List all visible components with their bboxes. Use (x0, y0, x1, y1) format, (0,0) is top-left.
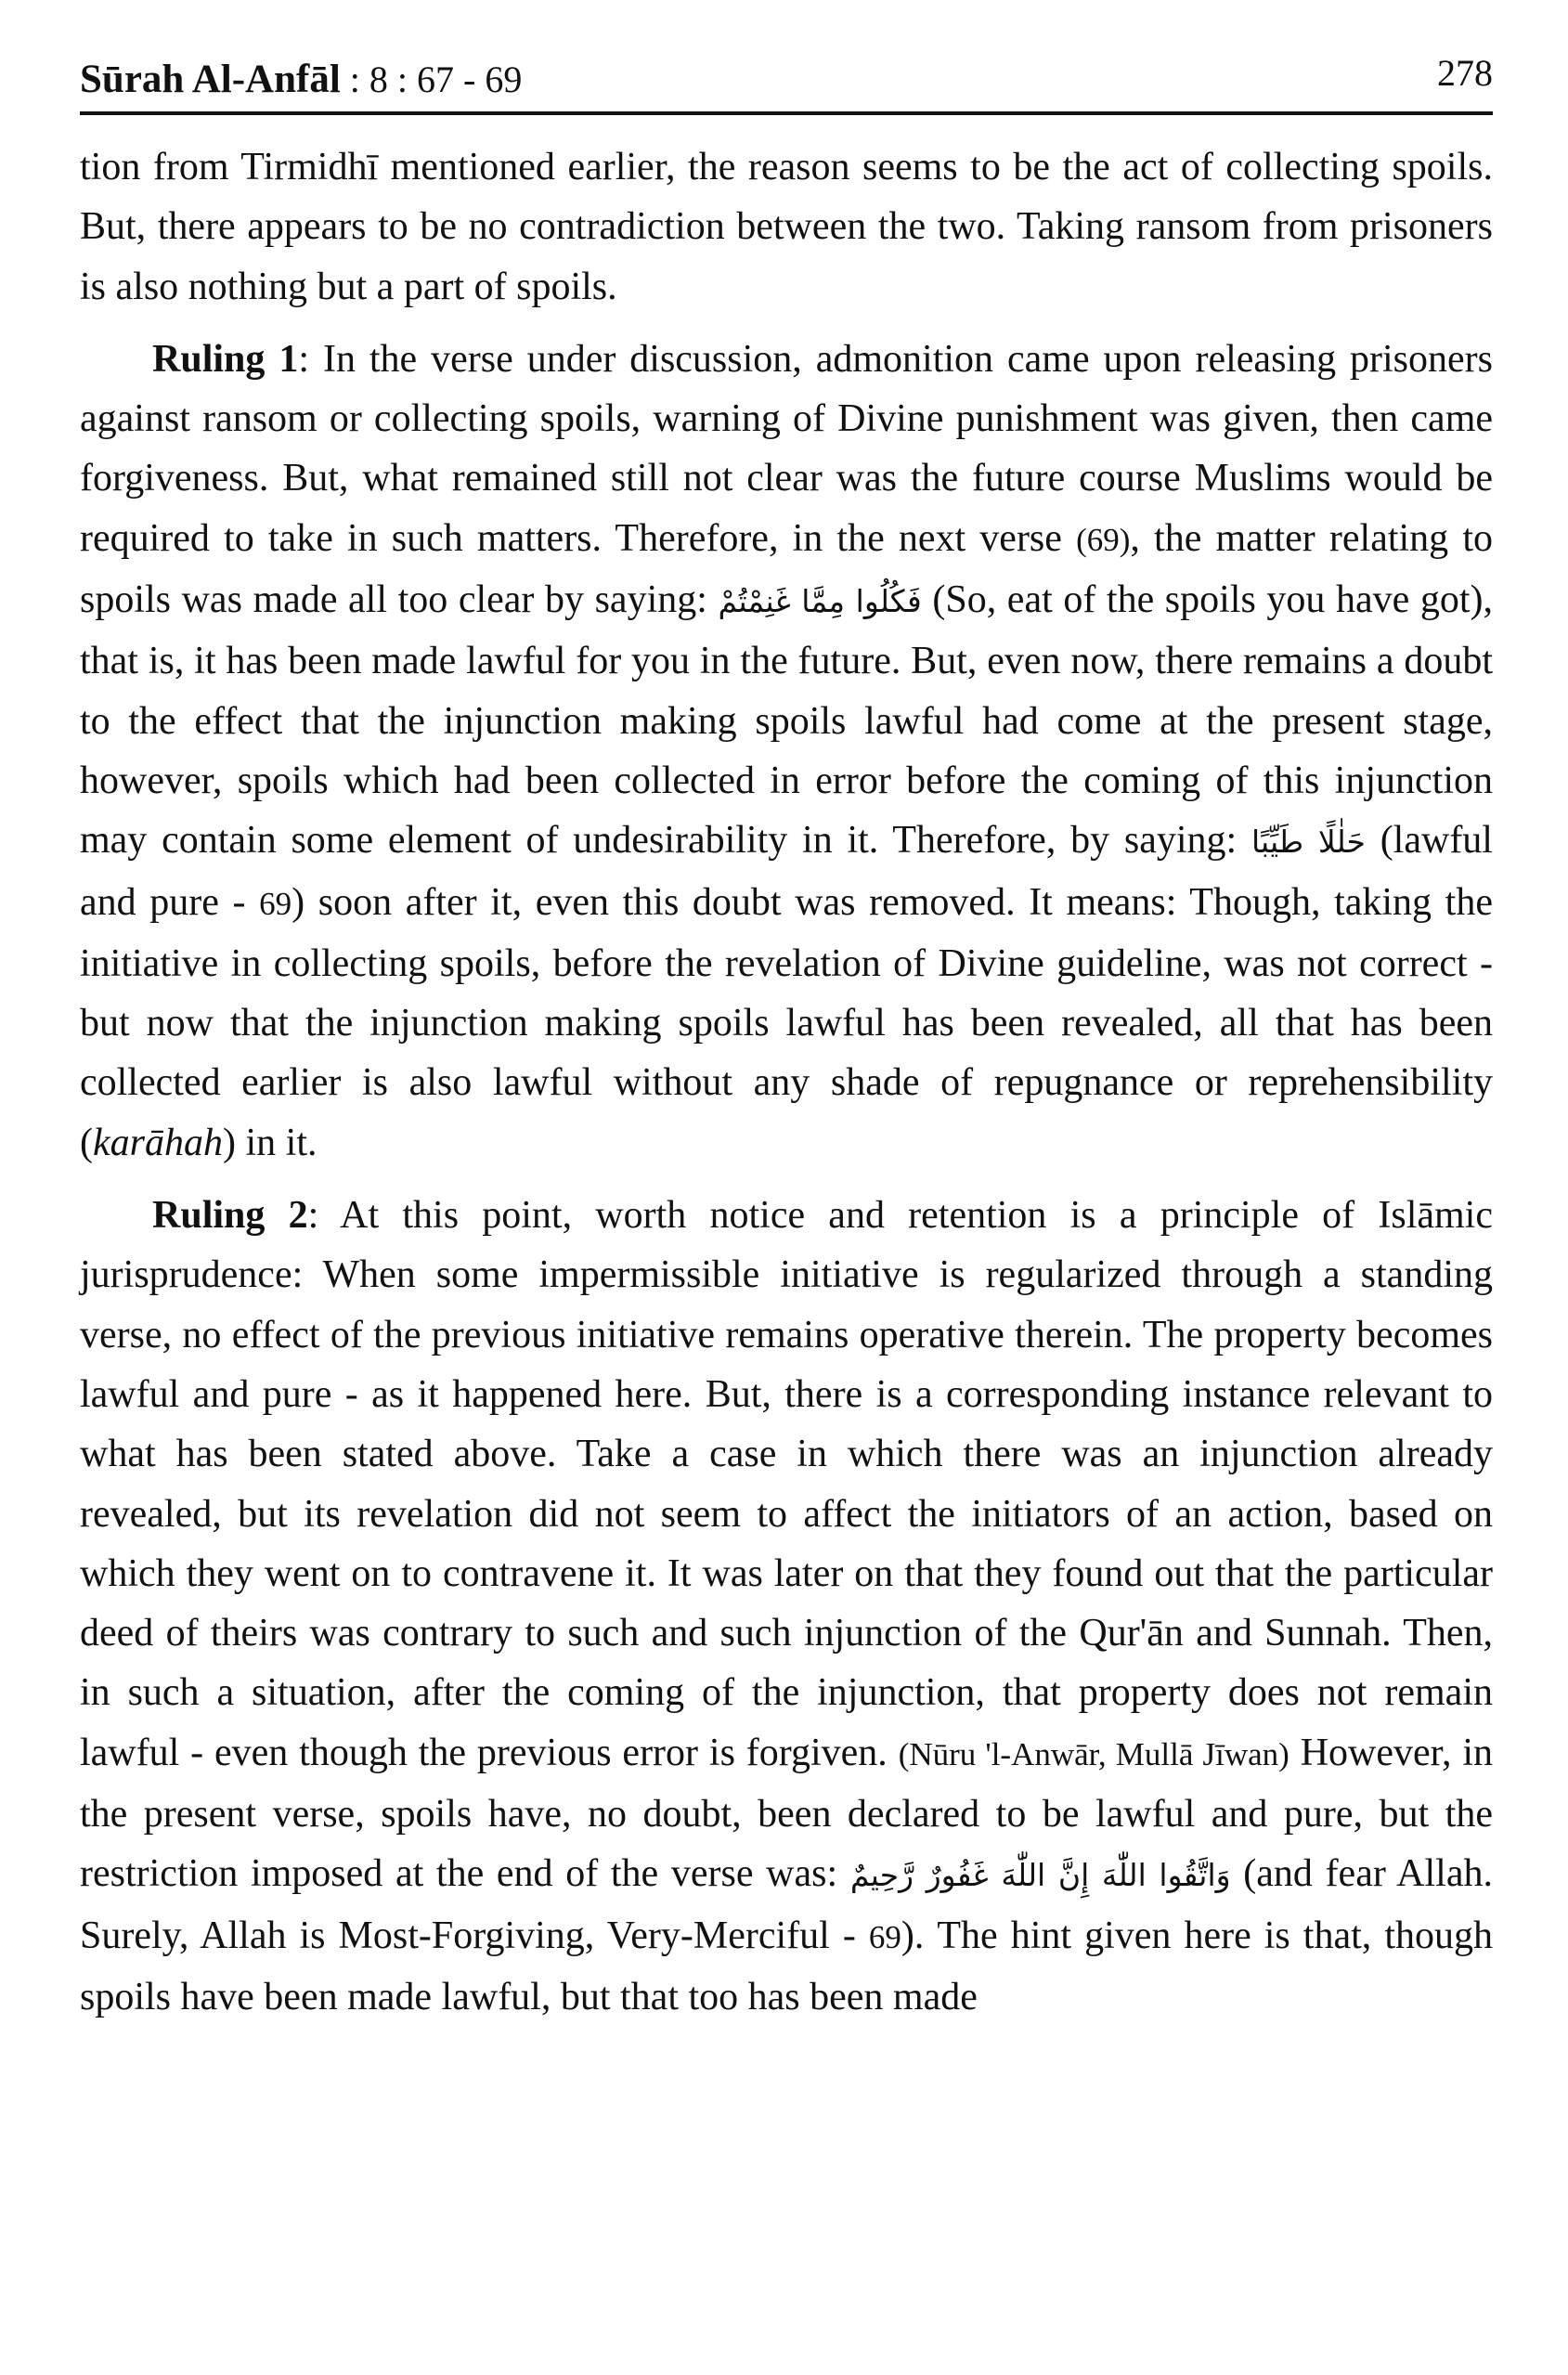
text-run: : In the verse under discussion, admonition came upon releasing prisoners against ransom or collecting spoils, warning of Divine punishment was given, then came forgiveness. But, what remained still not clear was the future course Muslims would be required to take in such matters. Therefore, in the next verse (80, 337, 1494, 560)
arabic-quote: وَاتَّقُوا اللّٰهَ إِنَّ اللّٰهَ غَفُورٌ رَّحِيمٌ (849, 1857, 1231, 1894)
text-run: (So, eat of the spoils you have got), that is, it has been made lawful for you in the future. But, even now, there remains a doubt to the effect that the injunction making spoils lawful had come at the present stage, however, spoils which had been collected in error before the coming of this injunction may contain some element of undesirability in it. Therefore, by saying: (80, 578, 1493, 863)
ruling-label: Ruling 2 (152, 1194, 308, 1238)
small-text: (69) (1076, 521, 1131, 558)
surah-title: Sūrah Al-Anfāl (80, 58, 341, 101)
text-run: tion from Tirmidhī mentioned earlier, the reason seems to be the act of collecting spoils. But, there appears to be no contradiction between the two. Taking ransom from prisoners is also nothing but a part of spoils. (80, 146, 1493, 308)
body-text (80, 137, 1493, 2027)
running-head (80, 57, 522, 102)
italic-term: karāhah (93, 1121, 223, 1164)
paragraph (80, 330, 1493, 1173)
book-page (80, 37, 1493, 2027)
text-run: ). The hint given here is that, though spoils have been made lawful, but that too has been made (80, 1914, 1493, 2018)
paragraph (80, 1186, 1493, 2027)
page-header (80, 37, 1493, 115)
text-run: However, in the present verse, spoils have, no doubt, been declared to be lawful and pure, but the restriction imposed at the end of the verse was: (80, 1731, 1494, 1896)
small-text: 69 (259, 885, 292, 922)
verse-reference: : 8 : 67 - 69 (340, 58, 523, 100)
text-run: ) in it. (223, 1121, 317, 1164)
text-run: (and fear Allah. Surely, Allah is Most-Forgiving, Very-Merciful - (80, 1852, 1493, 1957)
text-run: (lawful and pure - (80, 819, 1493, 924)
ruling-label: Ruling 1 (152, 337, 299, 381)
small-text: 69 (868, 1918, 901, 1955)
paragraph (80, 137, 1493, 317)
arabic-quote: حَلٰلًا طَيِّبًا (1251, 824, 1366, 861)
page-number: 278 (1437, 52, 1493, 94)
text-run: ) soon after it, even this doubt was removed. It means: Though, taking the initiative in collecting spoils, before the revelation of Divine guideline, was not correct - but now that the injunction making spoils lawful has been revealed, all that has been collected earlier is also lawful without any shade of repugnance or reprehensibility ( (80, 880, 1493, 1164)
text-run: : At this point, worth notice and retention is a principle of Islāmic jurisprudence: When some impermissible initiative is regularized through a standing verse, no effect of the previous initiative remains operative therein. The property becomes lawful and pure - as it happened here. But, there is a corresponding instance relevant to what has been stated above. Take a case in which there was an injunction already revealed, but its revelation did not seem to affect the initiators of an action, based on which they went on to contravene it. It was later on that they found out that the particular deed of theirs was contrary to such and such injunction of the Qur'ān and Sunnah. Then, in such a situation, after the coming of the injunction, that property does not remain lawful - even though the previous error is forgiven. (80, 1194, 1493, 1774)
arabic-quote: فَكُلُوا مِمَّا غَنِمْتُمْ (718, 583, 922, 620)
text-run: , the matter relating to spoils was made all too clear by saying: (80, 516, 1493, 622)
small-text: (Nūru 'l-Anwār, Mullā Jīwan) (898, 1735, 1289, 1772)
